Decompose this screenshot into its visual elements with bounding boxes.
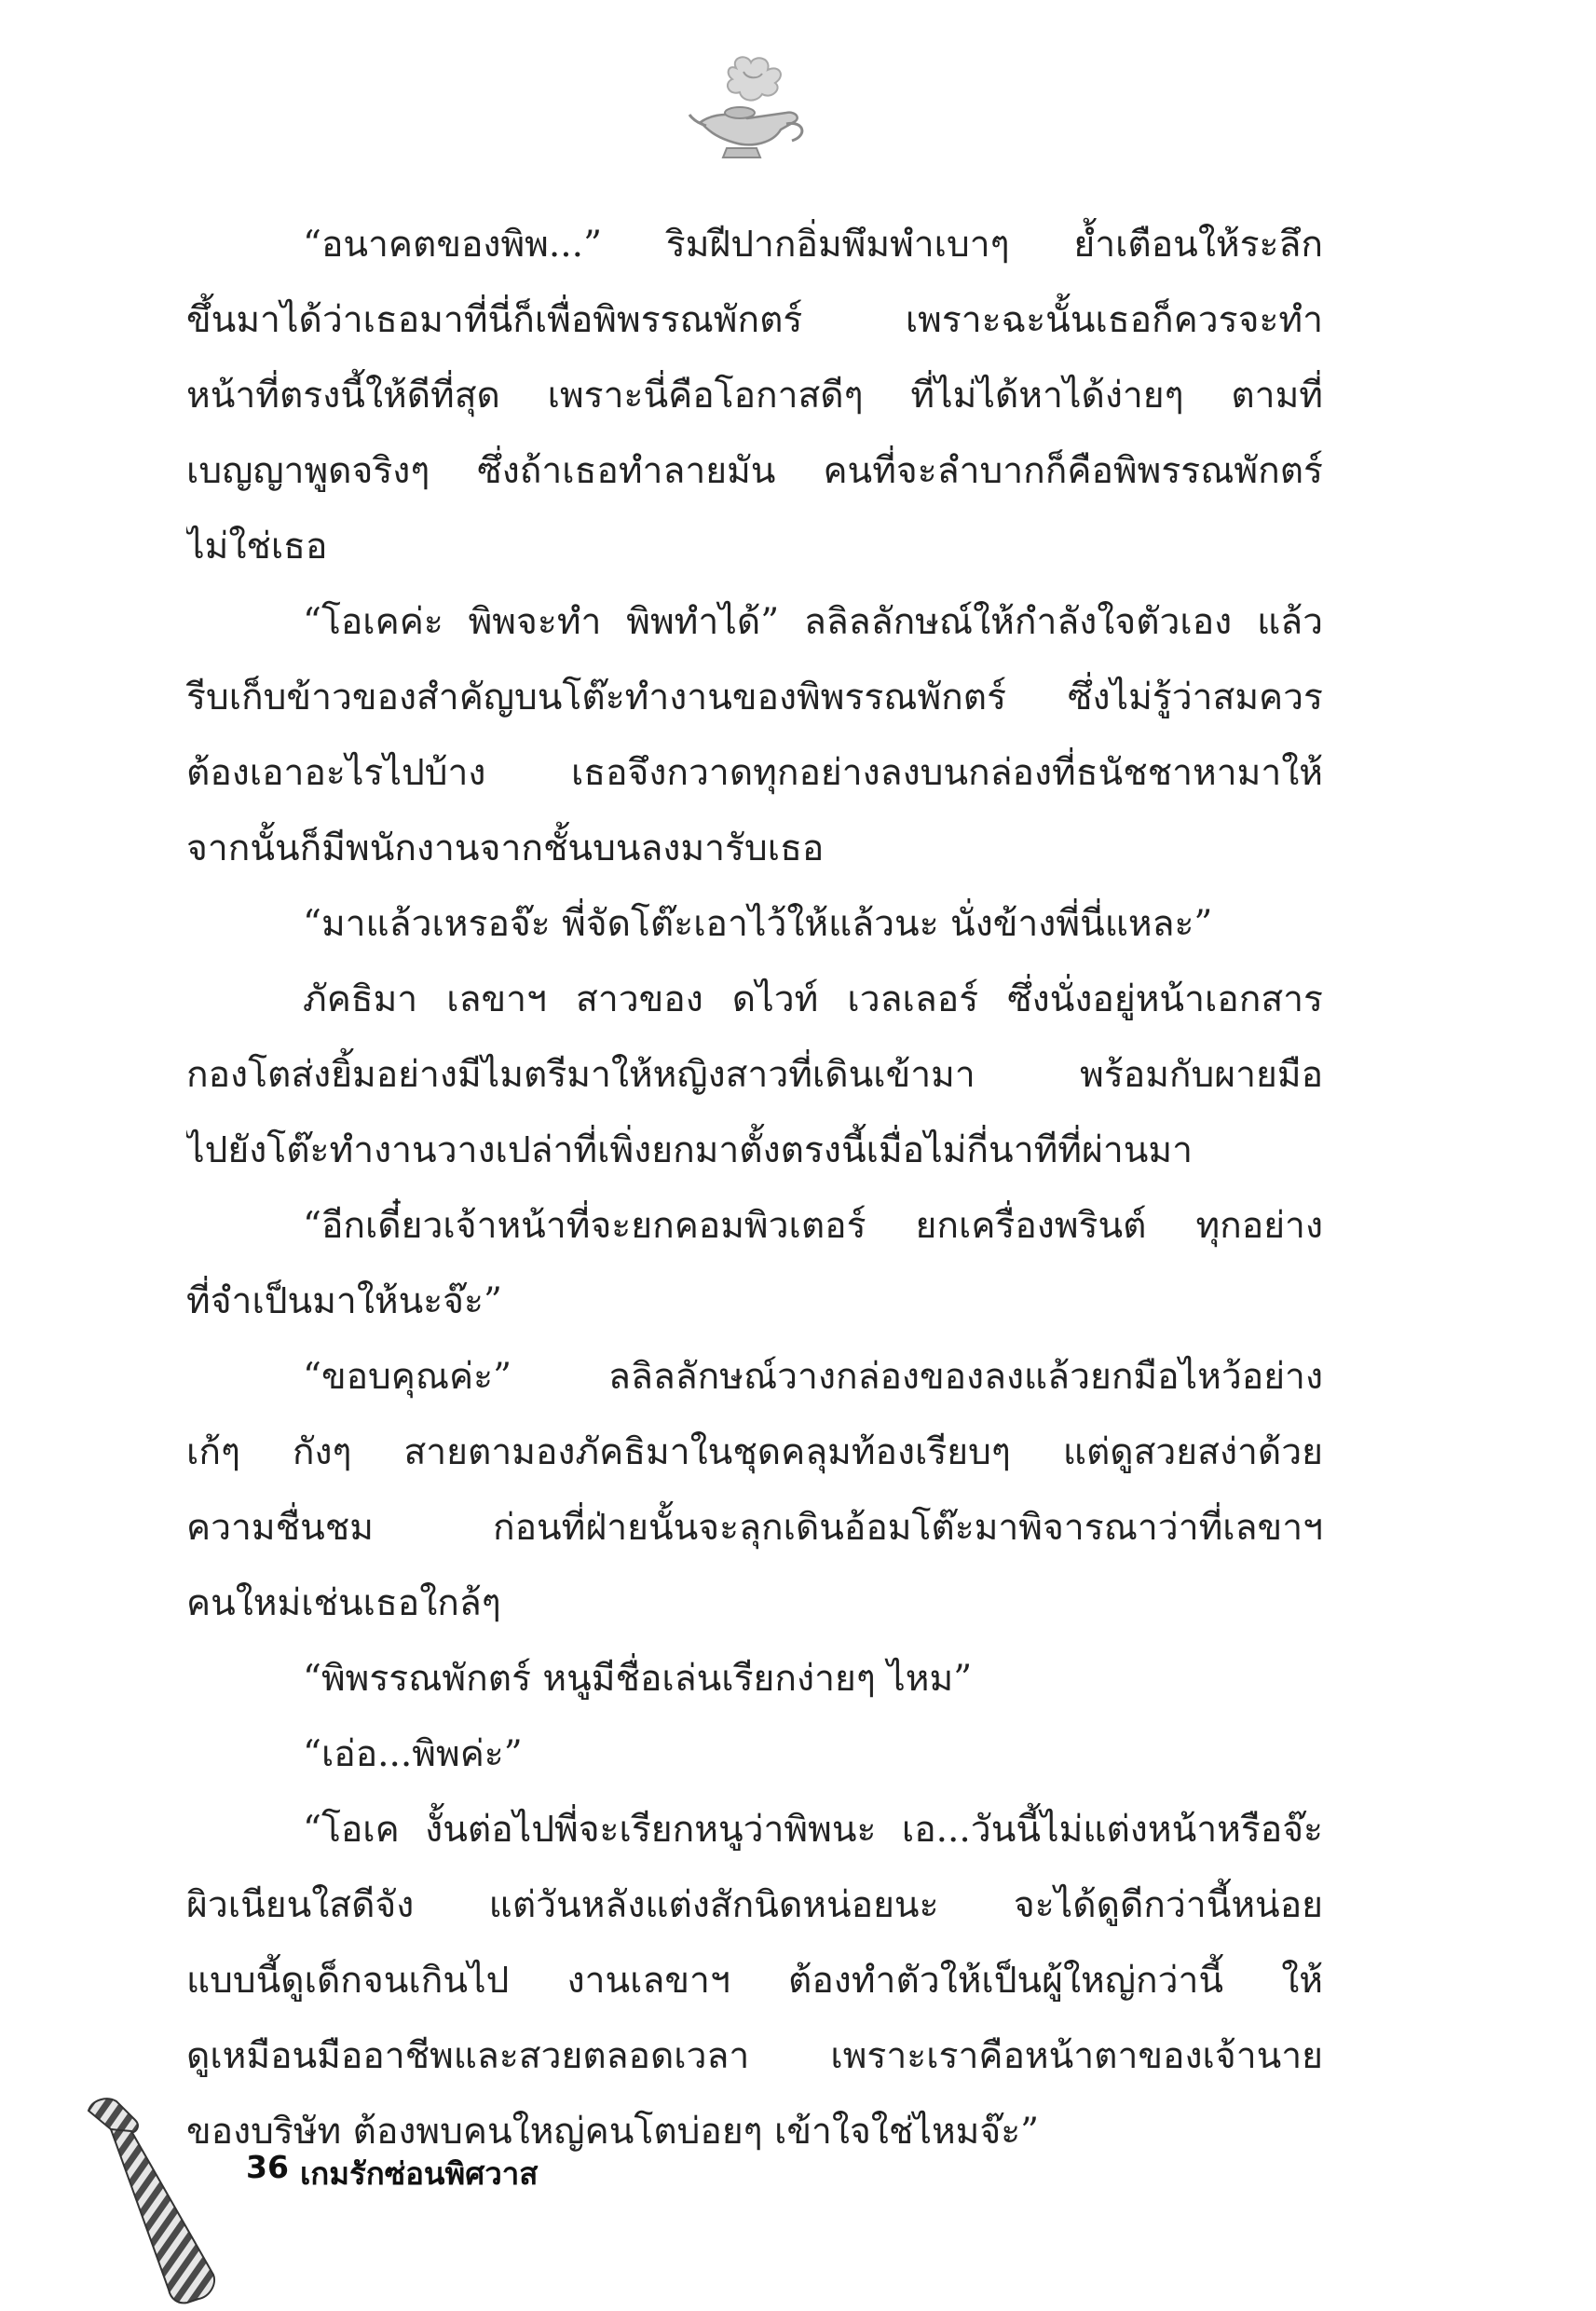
paragraph-line: ไม่ใช่เธอ: [186, 526, 328, 567]
book-title: เกมรักซ่อนพิศวาส: [300, 2155, 539, 2192]
paragraph-line: “อนาคตของพิพ...” ริมฝีปากอิ่มพึมพำเบาๆ ย้ำเตือนให้ระลึก: [303, 224, 1323, 266]
paragraph-line: กองโตส่งยิ้มอย่างมีไมตรีมาให้หญิงสาวที่เดินเข้ามา พร้อมกับผายมือ: [186, 1054, 1323, 1096]
paragraph-line: ที่จำเป็นมาให้นะจ๊ะ”: [186, 1280, 502, 1322]
paragraph-line: รีบเก็บข้าวของสำคัญบนโต๊ะทำงานของพิพรรณพักตร์ ซึ่งไม่รู้ว่าสมควร: [186, 677, 1323, 718]
body-text: [186, 207, 1323, 2169]
paragraph-line: จากนั้นก็มีพนักงานจากชั้นบนลงมารับเธอ: [186, 827, 825, 869]
paragraph-line: ผิวเนียนใสดีจัง แต่วันหลังแต่งสักนิดหน่อยนะ จะได้ดูดีกว่านี้หน่อย: [186, 1884, 1323, 1926]
paragraph-line: เบญญาพูดจริงๆ ซึ่งถ้าเธอทำลายมัน คนที่จะลำบากก็คือพิพรรณพักตร์: [186, 450, 1323, 492]
paragraph-line: ไปยังโต๊ะทำงานวางเปล่าที่เพิ่งยกมาตั้งตรงนี้เมื่อไม่กี่นาทีที่ผ่านมา: [186, 1129, 1194, 1171]
necktie-icon: [79, 2092, 228, 2311]
paragraph-line: “พิพรรณพักตร์ หนูมีชื่อเล่นเรียกง่ายๆ ไหม”: [303, 1658, 973, 1700]
paragraph-line: “เอ่อ...พิพค่ะ”: [303, 1733, 523, 1775]
paragraph-line: คนใหม่เช่นเธอใกล้ๆ: [186, 1582, 501, 1624]
paragraph-line: แบบนี้ดูเด็กจนเกินไป งานเลขาฯ ต้องทำตัวให้เป็นผู้ใหญ่กว่านี้ ให้: [186, 1960, 1323, 2002]
genie-lamp-icon: [682, 51, 812, 168]
paragraph-line: ความชื่นชม ก่อนที่ฝ่ายนั้นจะลุกเดินอ้อมโต๊ะมาพิจารณาว่าที่เลขาฯ: [186, 1507, 1323, 1549]
paragraph-line: “อีกเดี๋ยวเจ้าหน้าที่จะยกคอมพิวเตอร์ ยกเครื่องพรินต์ ทุกอย่าง: [303, 1205, 1323, 1247]
paragraph-line: “ขอบคุณค่ะ” ลลิลลักษณ์วางกล่องของลงแล้วยกมือไหว้อย่าง: [303, 1356, 1323, 1398]
paragraph-line: ภัคธิมา เลขาฯ สาวของ ดไวท์ เวลเลอร์ ซึ่งนั่งอยู่หน้าเอกสาร: [303, 978, 1323, 1020]
paragraph-line: ขึ้นมาได้ว่าเธอมาที่นี่ก็เพื่อพิพรรณพักตร์ เพราะฉะนั้นเธอก็ควรจะทำ: [186, 299, 1323, 341]
paragraph-line: “โอเค งั้นต่อไปพี่จะเรียกหนูว่าพิพนะ เอ...วันนี้ไม่แต่งหน้าหรือจ๊ะ: [303, 1809, 1323, 1851]
paragraph-line: ของบริษัท ต้องพบคนใหญ่คนโตบ่อยๆ เข้าใจใช่ไหมจ๊ะ”: [186, 2111, 1040, 2153]
paragraph-line: ดูเหมือนมืออาชีพและสวยตลอดเวลา เพราะเราคือหน้าตาของเจ้านาย: [186, 2035, 1323, 2077]
paragraph-line: “มาแล้วเหรอจ๊ะ พี่จัดโต๊ะเอาไว้ให้แล้วนะ นั่งข้างพี่นี่แหละ”: [303, 903, 1213, 945]
paragraph-line: เก้ๆ กังๆ สายตามองภัคธิมาในชุดคลุมท้องเรียบๆ แต่ดูสวยสง่าด้วย: [186, 1431, 1323, 1473]
paragraph-line: ต้องเอาอะไรไปบ้าง เธอจึงกวาดทุกอย่างลงบนกล่องที่ธนัชชาหามาให้: [186, 752, 1323, 794]
page-number: 36: [246, 2149, 289, 2185]
paragraph-line: “โอเคค่ะ พิพจะทำ พิพทำได้” ลลิลลักษณ์ให้กำลังใจตัวเอง แล้ว: [303, 601, 1323, 643]
paragraph-line: หน้าที่ตรงนี้ให้ดีที่สุด เพราะนี่คือโอกาสดีๆ ที่ไม่ได้หาได้ง่ายๆ ตามที่: [186, 375, 1323, 417]
